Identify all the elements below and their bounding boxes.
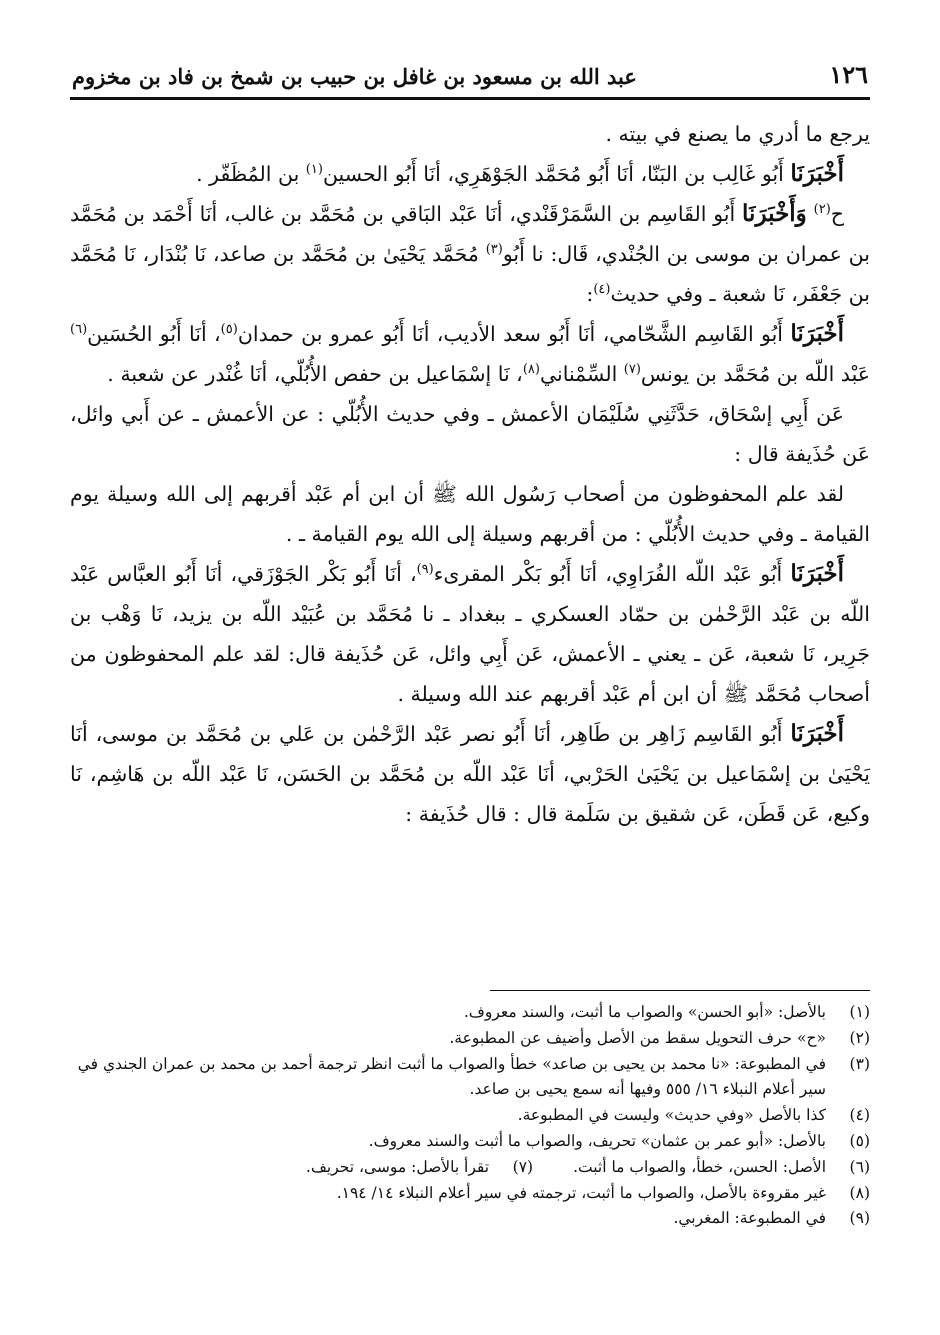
footnote-pair xyxy=(70,1155,870,1181)
text-segment: ، أنَا أَبُو الحُسَين xyxy=(87,322,221,346)
narration-keyword: أَخْبَرَنَا xyxy=(790,560,844,587)
narration-keyword: أَخْبَرَنَا xyxy=(790,720,844,747)
text-segment: أَبُو عَبْد اللّه الفُرَاوِي، أنَا أَبُو بَكْر المقرىء xyxy=(433,562,791,586)
main-text xyxy=(70,114,870,834)
text-segment: أَبُو غَالِب بن البَنّا، أنَا أَبُو مُحَمَّد الجَوْهَرِي، أنَا أَبُو الحسين xyxy=(322,162,791,186)
text-segment: : xyxy=(586,282,594,306)
footnote xyxy=(70,1000,870,1026)
text-segment: ، أنَا أَبُو بَكْر الجَوْزَقي، أنَا أَبُو العبَّاس عَبْد اللّه بن عَبْد الرَّحْمٰن بن حمّاد العسكري ـ ببغداد ـ نا مُحَمَّد بن عُبَيْد اللّه بن يزيد، نَا وَهْب بن جَرِير، نَا شعبة، عَن ـ يعني ـ الأعمش، عَن أَبِي وائل، عَن حُذَيفة قال: لقد علم المحفوظون من أصحاب مُحَمَّد ﷺ أن ابن أم عَبْد أقربهم عند الله وسيلة . xyxy=(70,562,870,706)
footnote-separator xyxy=(490,990,870,991)
footnote-text: في المطبوعة: المغربي. xyxy=(673,1209,826,1228)
text-segment: أَبُو القَاسِم الشَّحّامي، أنَا أَبُو سعد الأديب، أنَا أَبُو عمرو بن حمدان xyxy=(237,322,791,346)
footnote-ref: (٤) xyxy=(593,282,611,298)
footnote-text: في المطبوعة: «نا محمد بن يحيى بن صاعد» خطأ والصواب ما أثبت انظر ترجمة أحمد بن محمد بن عمران الجندي في سير أعلام النبلاء ١٦/ ٥٥٥ وفيها أنه سمع يحيى بن صاعد. xyxy=(77,1054,826,1099)
footnote-text: غير مقروءة بالأصل، والصواب ما أثبت، ترجمته في سير أعلام النبلاء ١٤/ ١٩٤. xyxy=(336,1183,826,1202)
footnote-number: (٨) xyxy=(849,1183,870,1202)
page-number: ١٢٦ xyxy=(829,60,868,89)
footnote-text: الأصل: الحسن، خطأ، والصواب ما أثبت. xyxy=(573,1157,826,1176)
text-segment: لقد علم المحفوظون من أصحاب رَسُول الله ﷺ أن ابن أم عَبْد أقربهم إلى الله وسيلة يوم القيامة ـ وفي حديث الأُبُلّي : من أقربهم وسيلة إلى الله يوم القيامة ـ . xyxy=(70,482,870,546)
footnote-text: كذا بالأصل «وفي حديث» وليست في المطبوعة. xyxy=(517,1106,826,1125)
footnotes xyxy=(70,1000,870,1232)
text-segment: أَبُو القَاسِم زَاهِر بن طَاهِر، أنَا أَبُو نصر عَبْد الرَّحْمٰن بن عَلي بن مُحَمَّد بن موسى، أنَا يَحْيَىٰ بن إسْمَاعيل بن يَحْيَىٰ الحَرْبي، أنَا عَبْد اللّه بن مُحَمَّد بن الحَسَن، نَا عَبْد اللّه بن هَاشِم، نَا وكيع، عَن قَطَن، عَن شقيق بن سَلَمة قال : قال حُذَيفة : xyxy=(70,722,870,826)
paragraph xyxy=(70,314,870,394)
footnote-ref: (٥) xyxy=(220,322,238,338)
text-segment xyxy=(807,202,814,226)
paragraph xyxy=(70,554,870,714)
narration-keyword: أَخْبَرَنَا xyxy=(790,160,844,187)
footnote xyxy=(70,1181,870,1207)
footnote-ref: (٧) xyxy=(623,362,641,378)
text-segment: السِّمْناني xyxy=(539,362,624,386)
narration-keyword: أَخْبَرَنَا xyxy=(790,320,845,347)
paragraph xyxy=(70,394,870,474)
footnote-ref: (٦) xyxy=(70,322,88,338)
text-segment: عَبْد اللّه بن مُحَمَّد بن يونس xyxy=(640,362,870,386)
footnote xyxy=(70,1103,870,1129)
text-segment: ، نَا إسْمَاعيل بن حفص الأُبُلّي، أنَا غُنْدر عن شعبة . xyxy=(107,362,523,386)
text-segment: بن المُظَفّر . xyxy=(196,162,306,186)
footnote xyxy=(70,1129,870,1155)
footnote-number: (٤) xyxy=(849,1106,870,1125)
narration-keyword: وَأَخْبَرَنَا xyxy=(742,200,807,227)
footnote xyxy=(70,1206,870,1232)
footnote-text: بالأصل: «أبو عمر بن عثمان» تحريف، والصواب ما أثبت والسند معروف. xyxy=(368,1131,826,1150)
footnote-number: (٥) xyxy=(849,1131,870,1150)
footnote-ref: (٩) xyxy=(416,562,434,578)
text-segment: ح xyxy=(830,202,844,226)
footnote xyxy=(573,1155,870,1181)
footnote-number: (٣) xyxy=(849,1054,870,1073)
paragraph xyxy=(70,154,870,194)
footnote-text: بالأصل: «أبو الحسن» والصواب ما أثبت، والسند معروف. xyxy=(463,1003,826,1021)
footnote-number: (١) xyxy=(849,1003,870,1021)
running-head: عبد الله بن مسعود بن غافل بن حبيب بن شمخ بن فاد بن مخزوم xyxy=(72,64,637,89)
text-segment: عَن أَبِي إسْحَاق، حَدَّثَنِي سُلَيْمَان الأعمش ـ وفي حديث الأُبُلّي : عن الأعمش ـ عن أَبي وائل، عَن حُذَيفة قال : xyxy=(70,402,870,466)
footnote xyxy=(306,1155,533,1181)
footnote-number: (٦) xyxy=(849,1157,870,1176)
footnote xyxy=(70,1052,870,1104)
text-segment: مُحَمَّد يَحْيَىٰ بن مُحَمَّد بن صاعد، نَا بُنْدَار، نَا مُحَمَّد بن جَعْفَر، نَا شعبة ـ وفي حديث xyxy=(70,242,870,306)
page-header xyxy=(70,60,870,100)
footnote-number: (٢) xyxy=(849,1028,870,1047)
paragraph xyxy=(70,114,870,154)
text-segment: أَبُو القَاسِم بن السَّمَرْقَنْدي، أنَا عَبْد البَاقي بن مُحَمَّد بن غالب، أنَا أَحْمَد بن مُحَمَّد بن عمران بن موسى بن الجُنْدي، قَال: نا أَبُو xyxy=(70,202,870,266)
footnote-number: (٧) xyxy=(512,1157,534,1176)
footnote-text: «ح» حرف التحويل سقط من الأصل وأضيف عن المطبوعة. xyxy=(449,1028,826,1047)
footnote-ref: (٣) xyxy=(485,242,503,258)
paragraph xyxy=(70,194,870,314)
footnote-ref: (٢) xyxy=(813,202,831,218)
footnote-number: (٩) xyxy=(849,1209,870,1228)
text-segment: يرجع ما أدري ما يصنع في بيته . xyxy=(605,122,870,146)
footnote xyxy=(70,1026,870,1052)
footnote-ref: (١) xyxy=(305,162,323,178)
footnote-ref: (٨) xyxy=(522,362,540,378)
footnote-text: تقرأ بالأصل: موسى، تحريف. xyxy=(305,1157,490,1176)
paragraph xyxy=(70,474,870,554)
paragraph xyxy=(70,714,870,834)
